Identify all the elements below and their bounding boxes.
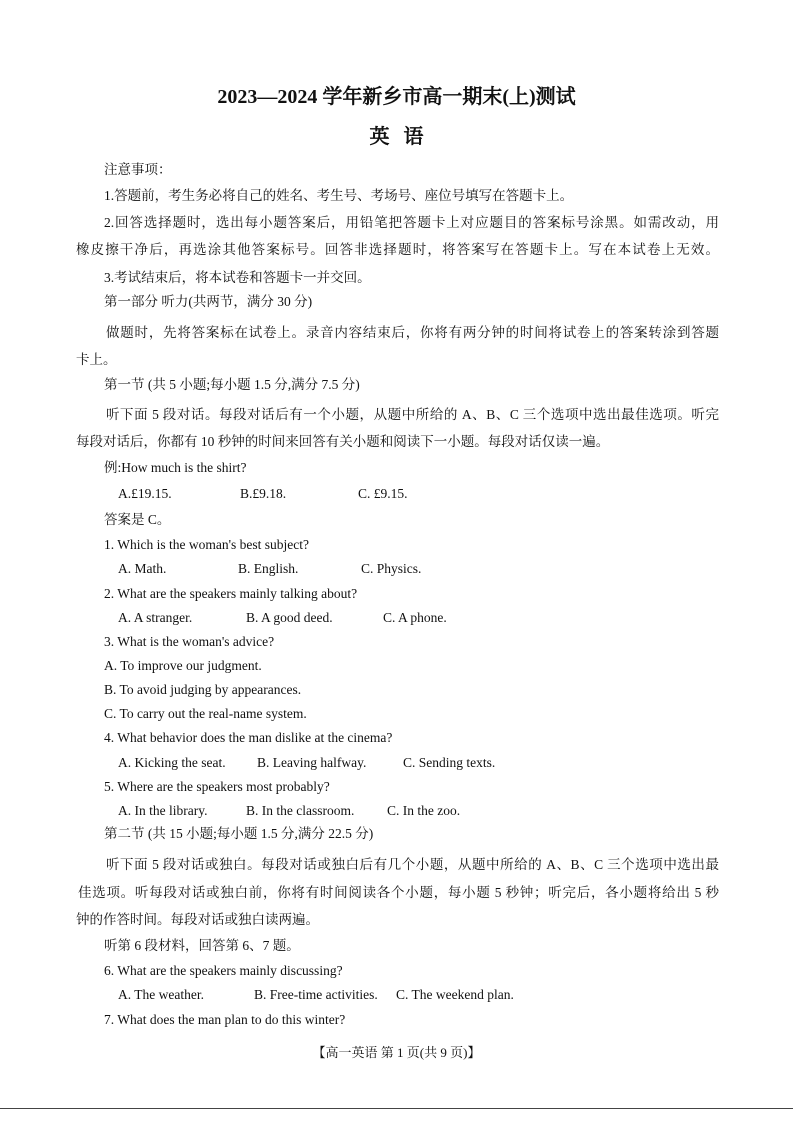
part1-intro-line-2: 卡上。 xyxy=(76,352,117,367)
q2-option-c: C. A phone. xyxy=(383,610,447,625)
section1-intro-line-2: 每段对话后，你都有 10 秒钟的时间来回答有关小题和阅读下一小题。每段对话仅读一遍。 xyxy=(76,434,610,449)
part1-heading: 第一部分 听力(共两节，满分 30 分) xyxy=(104,294,313,309)
q6-option-c: C. The weekend plan. xyxy=(396,987,514,1002)
q4-option-c: C. Sending texts. xyxy=(403,755,496,770)
q4-option-b: B. Leaving halfway. xyxy=(257,755,367,770)
section2-heading: 第二节 (共 15 小题;每小题 1.5 分,满分 22.5 分) xyxy=(104,826,374,841)
section2-intro-line-2: 佳选项。听每段对话或独白前，你将有时间阅读各个小题，每小题 5 秒钟；听完后，各小题将给出 5 秒 xyxy=(78,885,719,900)
question-1: 1. Which is the woman's best subject? xyxy=(104,537,310,552)
section2-intro-line-3: 钟的作答时间。每段对话或独白读两遍。 xyxy=(76,912,319,927)
example-option-c: C. £9.15. xyxy=(358,486,408,501)
note-2-line-2: 橡皮擦干净后，再选涂其他答案标号。回答非选择题时，将答案写在答题卡上。写在本试卷上无效。 xyxy=(76,242,719,257)
note-2-line-1: 2.回答选择题时，选出每小题答案后，用铅笔把答题卡上对应题目的答案标号涂黑。如需改动，用 xyxy=(104,215,719,230)
q2-option-b: B. A good deed. xyxy=(246,610,333,625)
q3-option-b: B. To avoid judging by appearances. xyxy=(104,682,302,697)
example-option-b: B.£9.18. xyxy=(240,486,287,501)
question-4: 4. What behavior does the man dislike at the cinema? xyxy=(104,730,393,745)
example-question: 例:How much is the shirt? xyxy=(104,460,247,475)
q4-option-a: A. Kicking the seat. xyxy=(118,755,226,770)
q6-option-a: A. The weather. xyxy=(118,987,204,1002)
subject-title: 英语 xyxy=(369,126,438,148)
q5-option-a: A. In the library. xyxy=(118,803,208,818)
note-3: 3.考试结束后，将本试卷和答题卡一并交回。 xyxy=(104,270,371,285)
q1-option-c: C. Physics. xyxy=(361,561,422,576)
page-bottom-divider xyxy=(0,1108,793,1109)
material-6-heading: 听第 6 段材料，回答第 6、7 题。 xyxy=(104,938,300,953)
question-2: 2. What are the speakers mainly talking about? xyxy=(104,586,358,601)
q1-option-b: B. English. xyxy=(238,561,299,576)
notes-heading: 注意事项： xyxy=(104,162,172,177)
question-6: 6. What are the speakers mainly discussing? xyxy=(104,963,343,978)
example-option-a: A.£19.15. xyxy=(118,486,172,501)
exam-title: 2023—2024 学年新乡市高一期末(上)测试 xyxy=(217,86,576,108)
q1-option-a: A. Math. xyxy=(118,561,167,576)
note-1: 1.答题前，考生务必将自己的姓名、考生号、考场号、座位号填写在答题卡上。 xyxy=(104,188,574,203)
question-3: 3. What is the woman's advice? xyxy=(104,634,275,649)
example-answer: 答案是 C。 xyxy=(104,512,171,527)
q3-option-c: C. To carry out the real-name system. xyxy=(104,706,307,721)
q2-option-a: A. A stranger. xyxy=(118,610,193,625)
q5-option-b: B. In the classroom. xyxy=(246,803,355,818)
page-footer: 【高一英语 第 1 页(共 9 页)】 xyxy=(312,1045,481,1060)
question-5: 5. Where are the speakers most probably? xyxy=(104,779,330,794)
part1-intro-line-1: 做题时，先将答案标在试卷上。录音内容结束后，你将有两分钟的时间将试卷上的答案转涂到答题 xyxy=(106,325,719,340)
q3-option-a: A. To improve our judgment. xyxy=(104,658,262,673)
section1-intro-line-1: 听下面 5 段对话。每段对话后有一个小题，从题中所给的 A、B、C 三个选项中选出最佳选项。听完 xyxy=(106,407,719,422)
q6-option-b: B. Free-time activities. xyxy=(254,987,378,1002)
question-7: 7. What does the man plan to do this winter? xyxy=(104,1012,346,1027)
section1-heading: 第一节 (共 5 小题;每小题 1.5 分,满分 7.5 分) xyxy=(104,377,360,392)
q5-option-c: C. In the zoo. xyxy=(387,803,461,818)
section2-intro-line-1: 听下面 5 段对话或独白。每段对话或独白后有几个小题，从题中所给的 A、B、C 三个选项中选出最 xyxy=(106,857,719,872)
